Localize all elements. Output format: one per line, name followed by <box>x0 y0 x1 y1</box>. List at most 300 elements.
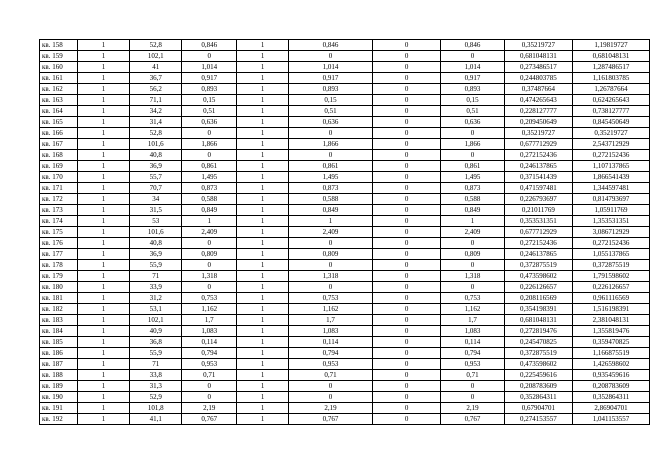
area-cell: 40,8 <box>130 238 182 249</box>
total-cell: 0,359470825 <box>573 337 650 348</box>
col9-cell: 0,274153557 <box>504 414 572 425</box>
apartment-cell: кв. 188 <box>40 370 78 381</box>
col8-cell: 0,809 <box>441 249 505 260</box>
col4-cell: 0,51 <box>182 106 237 117</box>
col4-cell: 0,114 <box>182 337 237 348</box>
col5-cell: 1 <box>237 337 289 348</box>
col8-cell: 0,846 <box>441 40 505 51</box>
col2-cell: 1 <box>77 62 130 73</box>
apartment-cell: кв. 175 <box>40 227 78 238</box>
col6-cell: 0 <box>288 282 372 293</box>
col8-cell: 1 <box>441 216 505 227</box>
col5-cell: 1 <box>237 260 289 271</box>
col4-cell: 0,953 <box>182 359 237 370</box>
col6-cell: 0 <box>288 51 372 62</box>
apartment-cell: кв. 177 <box>40 249 78 260</box>
col8-cell: 2,19 <box>441 403 505 414</box>
col6-cell: 0,849 <box>288 205 372 216</box>
col6-cell: 0,15 <box>288 95 372 106</box>
col6-cell: 0,953 <box>288 359 372 370</box>
col4-cell: 1 <box>182 216 237 227</box>
col2-cell: 1 <box>77 128 130 139</box>
col5-cell: 1 <box>237 128 289 139</box>
col7-cell: 0 <box>372 227 440 238</box>
col2-cell: 1 <box>77 260 130 271</box>
col2-cell: 1 <box>77 139 130 150</box>
col9-cell: 0,246137865 <box>504 161 572 172</box>
total-cell: 1,055137865 <box>573 249 650 260</box>
col6-cell: 0,893 <box>288 84 372 95</box>
col5-cell: 1 <box>237 216 289 227</box>
area-cell: 71,1 <box>130 95 182 106</box>
area-cell: 52,8 <box>130 128 182 139</box>
col4-cell: 1,083 <box>182 326 237 337</box>
table-row <box>40 304 650 315</box>
col2-cell: 1 <box>77 205 130 216</box>
area-cell: 40,9 <box>130 326 182 337</box>
area-cell: 71 <box>130 359 182 370</box>
col2-cell: 1 <box>77 73 130 84</box>
col7-cell: 0 <box>372 172 440 183</box>
col9-cell: 0,225459616 <box>504 370 572 381</box>
col9-cell: 0,272152436 <box>504 150 572 161</box>
apartment-cell: кв. 184 <box>40 326 78 337</box>
col7-cell: 0 <box>372 315 440 326</box>
col5-cell: 1 <box>237 183 289 194</box>
col6-cell: 1,083 <box>288 326 372 337</box>
table-row <box>40 172 650 183</box>
col6-cell: 1 <box>288 216 372 227</box>
col7-cell: 0 <box>372 293 440 304</box>
col9-cell: 0,209450649 <box>504 117 572 128</box>
apartment-cell: кв. 176 <box>40 238 78 249</box>
col7-cell: 0 <box>372 326 440 337</box>
area-cell: 101,8 <box>130 403 182 414</box>
col2-cell: 1 <box>77 227 130 238</box>
col9-cell: 0,681048131 <box>504 315 572 326</box>
col5-cell: 1 <box>237 381 289 392</box>
col5-cell: 1 <box>237 304 289 315</box>
table-row <box>40 403 650 414</box>
col5-cell: 1 <box>237 271 289 282</box>
area-cell: 36,9 <box>130 161 182 172</box>
apartment-cell: кв. 160 <box>40 62 78 73</box>
col6-cell: 2,409 <box>288 227 372 238</box>
col8-cell: 0,767 <box>441 414 505 425</box>
col7-cell: 0 <box>372 392 440 403</box>
table-row <box>40 326 650 337</box>
col6-cell: 0,861 <box>288 161 372 172</box>
table-row <box>40 370 650 381</box>
col8-cell: 1,7 <box>441 315 505 326</box>
table-row <box>40 73 650 84</box>
col6-cell: 1,866 <box>288 139 372 150</box>
col5-cell: 1 <box>237 348 289 359</box>
col6-cell: 0 <box>288 260 372 271</box>
col5-cell: 1 <box>237 359 289 370</box>
col4-cell: 1,162 <box>182 304 237 315</box>
total-cell: 1,161803785 <box>573 73 650 84</box>
col2-cell: 1 <box>77 216 130 227</box>
col4-cell: 0,588 <box>182 194 237 205</box>
col7-cell: 0 <box>372 381 440 392</box>
col6-cell: 0,846 <box>288 40 372 51</box>
table-row <box>40 249 650 260</box>
col5-cell: 1 <box>237 84 289 95</box>
col7-cell: 0 <box>372 62 440 73</box>
col2-cell: 1 <box>77 337 130 348</box>
apartment-cell: кв. 181 <box>40 293 78 304</box>
table-row <box>40 414 650 425</box>
col6-cell: 0,873 <box>288 183 372 194</box>
table-row <box>40 205 650 216</box>
col8-cell: 1,495 <box>441 172 505 183</box>
apartment-cell: кв. 162 <box>40 84 78 95</box>
table-row <box>40 161 650 172</box>
col4-cell: 0,917 <box>182 73 237 84</box>
total-cell: 2,543712929 <box>573 139 650 150</box>
col8-cell: 0,873 <box>441 183 505 194</box>
total-cell: 0,845450649 <box>573 117 650 128</box>
apartment-cell: кв. 169 <box>40 161 78 172</box>
col9-cell: 0,228127777 <box>504 106 572 117</box>
apartment-cell: кв. 168 <box>40 150 78 161</box>
col8-cell: 0,71 <box>441 370 505 381</box>
col6-cell: 1,014 <box>288 62 372 73</box>
col8-cell: 0 <box>441 392 505 403</box>
col2-cell: 1 <box>77 150 130 161</box>
col5-cell: 1 <box>237 73 289 84</box>
area-cell: 36,8 <box>130 337 182 348</box>
col2-cell: 1 <box>77 194 130 205</box>
table-row <box>40 348 650 359</box>
total-cell: 0,272152436 <box>573 150 650 161</box>
area-cell: 101,6 <box>130 139 182 150</box>
apartment-cell: кв. 180 <box>40 282 78 293</box>
col5-cell: 1 <box>237 249 289 260</box>
area-cell: 36,7 <box>130 73 182 84</box>
col2-cell: 1 <box>77 117 130 128</box>
col6-cell: 0,917 <box>288 73 372 84</box>
col9-cell: 0,677712929 <box>504 139 572 150</box>
col2-cell: 1 <box>77 40 130 51</box>
col7-cell: 0 <box>372 370 440 381</box>
col6-cell: 0,753 <box>288 293 372 304</box>
col5-cell: 1 <box>237 117 289 128</box>
col4-cell: 0,809 <box>182 249 237 260</box>
col6-cell: 0,71 <box>288 370 372 381</box>
col8-cell: 1,318 <box>441 271 505 282</box>
area-cell: 31,4 <box>130 117 182 128</box>
area-cell: 55,7 <box>130 172 182 183</box>
area-cell: 56,2 <box>130 84 182 95</box>
col2-cell: 1 <box>77 172 130 183</box>
col9-cell: 0,353531351 <box>504 216 572 227</box>
apartment-cell: кв. 174 <box>40 216 78 227</box>
col2-cell: 1 <box>77 84 130 95</box>
area-cell: 33,8 <box>130 370 182 381</box>
col4-cell: 0,849 <box>182 205 237 216</box>
apartment-cell: кв. 159 <box>40 51 78 62</box>
table-row <box>40 381 650 392</box>
col2-cell: 1 <box>77 315 130 326</box>
col5-cell: 1 <box>237 414 289 425</box>
table-row <box>40 117 650 128</box>
col6-cell: 0 <box>288 128 372 139</box>
col7-cell: 0 <box>372 73 440 84</box>
col7-cell: 0 <box>372 348 440 359</box>
table-row <box>40 359 650 370</box>
col5-cell: 1 <box>237 106 289 117</box>
col8-cell: 0 <box>441 150 505 161</box>
col8-cell: 0,51 <box>441 106 505 117</box>
col7-cell: 0 <box>372 150 440 161</box>
col4-cell: 2,19 <box>182 403 237 414</box>
col8-cell: 0,953 <box>441 359 505 370</box>
col2-cell: 1 <box>77 359 130 370</box>
col9-cell: 0,244803785 <box>504 73 572 84</box>
col8-cell: 1,014 <box>441 62 505 73</box>
col2-cell: 1 <box>77 161 130 172</box>
table-row <box>40 194 650 205</box>
col6-cell: 0 <box>288 150 372 161</box>
col9-cell: 0,272819476 <box>504 326 572 337</box>
table-row <box>40 139 650 150</box>
col9-cell: 0,474265643 <box>504 95 572 106</box>
col4-cell: 1,7 <box>182 315 237 326</box>
col6-cell: 2,19 <box>288 403 372 414</box>
total-cell: 1,26787664 <box>573 84 650 95</box>
col4-cell: 0,753 <box>182 293 237 304</box>
col5-cell: 1 <box>237 315 289 326</box>
apartment-cell: кв. 183 <box>40 315 78 326</box>
col7-cell: 0 <box>372 51 440 62</box>
col2-cell: 1 <box>77 249 130 260</box>
col8-cell: 0,15 <box>441 95 505 106</box>
col6-cell: 0,809 <box>288 249 372 260</box>
col9-cell: 0,226793697 <box>504 194 572 205</box>
col8-cell: 0 <box>441 282 505 293</box>
apartment-cell: кв. 167 <box>40 139 78 150</box>
col9-cell: 0,35219727 <box>504 128 572 139</box>
col9-cell: 0,352864311 <box>504 392 572 403</box>
col9-cell: 0,245470825 <box>504 337 572 348</box>
total-cell: 2,86904701 <box>573 403 650 414</box>
col9-cell: 0,473598602 <box>504 271 572 282</box>
col4-cell: 0 <box>182 260 237 271</box>
col6-cell: 0,588 <box>288 194 372 205</box>
col4-cell: 0 <box>182 150 237 161</box>
apartment-cell: кв. 190 <box>40 392 78 403</box>
col2-cell: 1 <box>77 326 130 337</box>
col5-cell: 1 <box>237 150 289 161</box>
area-cell: 53,1 <box>130 304 182 315</box>
table-row <box>40 62 650 73</box>
area-cell: 41,1 <box>130 414 182 425</box>
apartment-cell: кв. 185 <box>40 337 78 348</box>
col2-cell: 1 <box>77 95 130 106</box>
apartment-cell: кв. 172 <box>40 194 78 205</box>
area-cell: 34,2 <box>130 106 182 117</box>
col8-cell: 0,588 <box>441 194 505 205</box>
col5-cell: 1 <box>237 326 289 337</box>
total-cell: 0,961116569 <box>573 293 650 304</box>
table-row <box>40 227 650 238</box>
table-row <box>40 260 650 271</box>
apartment-cell: кв. 192 <box>40 414 78 425</box>
area-cell: 31,2 <box>130 293 182 304</box>
col6-cell: 0 <box>288 238 372 249</box>
total-cell: 2,381048131 <box>573 315 650 326</box>
col8-cell: 2,409 <box>441 227 505 238</box>
col7-cell: 0 <box>372 161 440 172</box>
col8-cell: 1,083 <box>441 326 505 337</box>
area-cell: 102,1 <box>130 315 182 326</box>
col7-cell: 0 <box>372 337 440 348</box>
total-cell: 1,05911769 <box>573 205 650 216</box>
total-cell: 0,624265643 <box>573 95 650 106</box>
col6-cell: 0 <box>288 381 372 392</box>
area-cell: 52,8 <box>130 40 182 51</box>
col4-cell: 0 <box>182 238 237 249</box>
col4-cell: 1,014 <box>182 62 237 73</box>
total-cell: 1,344597481 <box>573 183 650 194</box>
apartment-cell: кв. 182 <box>40 304 78 315</box>
col4-cell: 0,861 <box>182 161 237 172</box>
col7-cell: 0 <box>372 260 440 271</box>
col8-cell: 0,753 <box>441 293 505 304</box>
table-row <box>40 216 650 227</box>
col7-cell: 0 <box>372 183 440 194</box>
col7-cell: 0 <box>372 271 440 282</box>
area-cell: 41 <box>130 62 182 73</box>
col2-cell: 1 <box>77 183 130 194</box>
col4-cell: 0,873 <box>182 183 237 194</box>
apartment-cell: кв. 187 <box>40 359 78 370</box>
col5-cell: 1 <box>237 161 289 172</box>
col6-cell: 1,162 <box>288 304 372 315</box>
col5-cell: 1 <box>237 370 289 381</box>
col8-cell: 0 <box>441 238 505 249</box>
col8-cell: 0,917 <box>441 73 505 84</box>
col9-cell: 0,354198391 <box>504 304 572 315</box>
total-cell: 0,814793697 <box>573 194 650 205</box>
apartment-cell: кв. 173 <box>40 205 78 216</box>
col7-cell: 0 <box>372 40 440 51</box>
col7-cell: 0 <box>372 249 440 260</box>
table-row <box>40 84 650 95</box>
table-row <box>40 40 650 51</box>
apartment-cell: кв. 178 <box>40 260 78 271</box>
col5-cell: 1 <box>237 392 289 403</box>
col6-cell: 1,318 <box>288 271 372 282</box>
col9-cell: 0,473598602 <box>504 359 572 370</box>
apartment-cell: кв. 158 <box>40 40 78 51</box>
col2-cell: 1 <box>77 51 130 62</box>
col9-cell: 0,226126657 <box>504 282 572 293</box>
col9-cell: 0,372875519 <box>504 260 572 271</box>
col5-cell: 1 <box>237 238 289 249</box>
col2-cell: 1 <box>77 106 130 117</box>
total-cell: 0,272152436 <box>573 238 650 249</box>
col7-cell: 0 <box>372 194 440 205</box>
area-cell: 33,9 <box>130 282 182 293</box>
col8-cell: 0,849 <box>441 205 505 216</box>
col8-cell: 0 <box>441 128 505 139</box>
col7-cell: 0 <box>372 216 440 227</box>
col9-cell: 0,272152436 <box>504 238 572 249</box>
col5-cell: 1 <box>237 139 289 150</box>
col6-cell: 1,7 <box>288 315 372 326</box>
col5-cell: 1 <box>237 403 289 414</box>
apartment-cell: кв. 163 <box>40 95 78 106</box>
col9-cell: 0,471597481 <box>504 183 572 194</box>
col7-cell: 0 <box>372 238 440 249</box>
total-cell: 1,355819476 <box>573 326 650 337</box>
col9-cell: 0,208116569 <box>504 293 572 304</box>
total-cell: 1,791598602 <box>573 271 650 282</box>
col8-cell: 0,114 <box>441 337 505 348</box>
table-row <box>40 315 650 326</box>
area-cell: 53 <box>130 216 182 227</box>
table-row <box>40 293 650 304</box>
col6-cell: 0,51 <box>288 106 372 117</box>
apartment-cell: кв. 191 <box>40 403 78 414</box>
total-cell: 0,35219727 <box>573 128 650 139</box>
total-cell: 1,353531351 <box>573 216 650 227</box>
col2-cell: 1 <box>77 238 130 249</box>
col2-cell: 1 <box>77 271 130 282</box>
apartment-cell: кв. 171 <box>40 183 78 194</box>
total-cell: 1,041153557 <box>573 414 650 425</box>
col6-cell: 0,636 <box>288 117 372 128</box>
col4-cell: 1,495 <box>182 172 237 183</box>
total-cell: 0,935459616 <box>573 370 650 381</box>
table-row <box>40 282 650 293</box>
col5-cell: 1 <box>237 282 289 293</box>
total-cell: 0,352864311 <box>573 392 650 403</box>
col6-cell: 0,114 <box>288 337 372 348</box>
col5-cell: 1 <box>237 194 289 205</box>
col4-cell: 0,71 <box>182 370 237 381</box>
total-cell: 0,226126657 <box>573 282 650 293</box>
area-cell: 31,3 <box>130 381 182 392</box>
col8-cell: 0 <box>441 381 505 392</box>
col4-cell: 0,893 <box>182 84 237 95</box>
col4-cell: 0 <box>182 51 237 62</box>
table-row <box>40 95 650 106</box>
col6-cell: 1,495 <box>288 172 372 183</box>
col4-cell: 0,794 <box>182 348 237 359</box>
total-cell: 1,516198391 <box>573 304 650 315</box>
col8-cell: 0,861 <box>441 161 505 172</box>
col8-cell: 0,636 <box>441 117 505 128</box>
col8-cell: 0,893 <box>441 84 505 95</box>
table-row <box>40 150 650 161</box>
col9-cell: 0,35219727 <box>504 40 572 51</box>
col8-cell: 0 <box>441 51 505 62</box>
col7-cell: 0 <box>372 304 440 315</box>
col7-cell: 0 <box>372 106 440 117</box>
col7-cell: 0 <box>372 414 440 425</box>
total-cell: 1,166875519 <box>573 348 650 359</box>
total-cell: 1,287486517 <box>573 62 650 73</box>
col6-cell: 0,767 <box>288 414 372 425</box>
table-row <box>40 392 650 403</box>
col2-cell: 1 <box>77 381 130 392</box>
col5-cell: 1 <box>237 172 289 183</box>
col5-cell: 1 <box>237 293 289 304</box>
